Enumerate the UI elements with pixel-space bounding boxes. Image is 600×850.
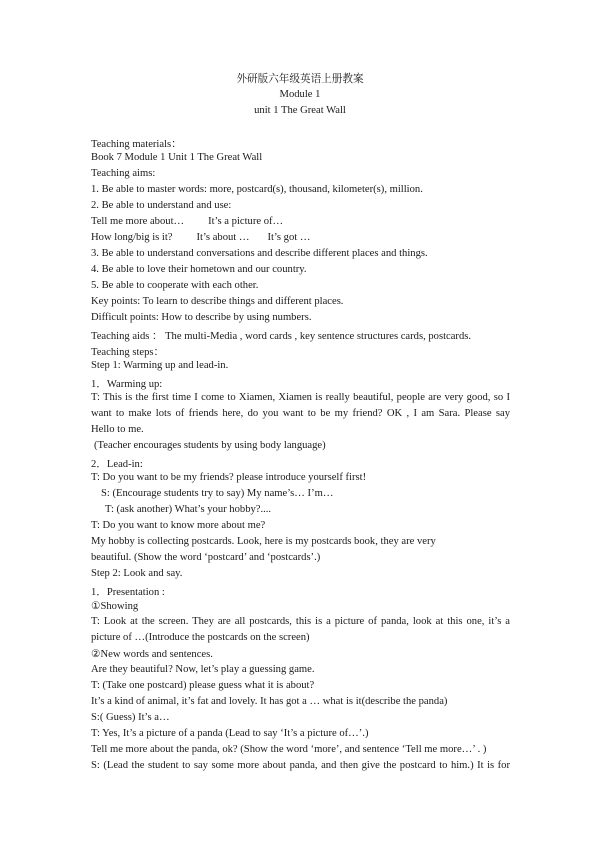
text-line: Step 2: Look and say. xyxy=(91,568,183,579)
sentence-pattern: How long/big is it? xyxy=(91,232,173,243)
text-line: want to make lots of friends here, do you want to be my friend? OK , I am Sara. Please say xyxy=(91,408,510,419)
text-line: 1. Be able to master words: more, postcard(s), thousand, kilometer(s), million. xyxy=(91,184,423,195)
sentence-pattern: It’s a picture of… xyxy=(208,216,284,227)
text-line: T: Look at the screen. They are all postcards, this is a picture of panda, look at this one, it’s a xyxy=(91,616,510,627)
text-line: T: (Take one postcard) please guess what it is about? xyxy=(91,680,315,691)
text-line: T: This is the first time I come to Xiamen, Xiamen is really beautiful, people are very good, so I xyxy=(91,392,510,403)
unit-heading: unit 1 The Great Wall xyxy=(254,105,346,116)
text-line: T: Yes, It’s a picture of a panda (Lead to say ‘It’s a picture of…’.) xyxy=(91,728,369,739)
text-line xyxy=(91,232,310,243)
text-line: beautiful. (Show the word ‘postcard’ and ‘postcards’.) xyxy=(91,552,321,563)
text-line: Hello to me. xyxy=(91,424,144,435)
text-line: S: (Lead the student to say some more about panda, and then give the postcard to him.) It is for xyxy=(91,760,510,771)
text-line: 4. Be able to love their hometown and our country. xyxy=(91,264,307,275)
sentence-pattern: It’s got … xyxy=(267,232,311,243)
text-line xyxy=(91,216,283,227)
text-line: 1．Warming up: xyxy=(91,379,163,390)
text-line: Teaching materials： xyxy=(91,139,182,150)
text-line: Book 7 Module 1 Unit 1 The Great Wall xyxy=(91,152,263,163)
document-title: 外研版六年级英语上册教案 xyxy=(236,74,364,85)
sentence-pattern: It’s about … xyxy=(196,232,250,243)
text-line: Tell me more about the panda, ok? (Show the word ‘more’, and sentence ‘Tell me more…’ . ) xyxy=(91,744,487,755)
text-line: 2. Be able to understand and use: xyxy=(91,200,232,211)
text-line: S:( Guess) It’s a… xyxy=(91,712,170,723)
sentence-pattern: Tell me more about… xyxy=(91,216,185,227)
text-line: My hobby is collecting postcards. Look, here is my postcards book, they are very xyxy=(91,536,436,547)
text-line: Key points: To learn to describe things and different places. xyxy=(91,296,344,307)
text-line: Step 1: Warming up and lead-in. xyxy=(91,360,229,371)
text-line: Teaching steps： xyxy=(91,347,165,358)
text-line: 5. Be able to cooperate with each other. xyxy=(91,280,259,291)
text-line: Are they beautiful? Now, let’s play a guessing game. xyxy=(91,664,315,675)
text-line: 3. Be able to understand conversations and describe different places and things. xyxy=(91,248,428,259)
module-heading: Module 1 xyxy=(279,89,321,100)
text-line: (Teacher encourages students by using body language) xyxy=(94,440,326,451)
text-line: S: (Encourage students try to say) My name’s… I’m… xyxy=(101,488,334,499)
text-line: It’s a kind of animal, it’s fat and lovely. It has got a … what is it(describe the panda) xyxy=(91,696,448,707)
text-line: T: (ask another) What’s your hobby?.... xyxy=(105,504,272,515)
text-line: Teaching aids ： The multi-Media , word cards , key sentence structures cards, postcards. xyxy=(91,331,472,342)
text-line: Difficult points: How to describe by using numbers. xyxy=(91,312,312,323)
text-line: ①Showing xyxy=(91,601,139,612)
text-line: Teaching aims: xyxy=(91,168,156,179)
text-line: T: Do you want to be my friends? please introduce yourself first! xyxy=(91,472,367,483)
text-line: 1．Presentation : xyxy=(91,587,165,598)
text-line: ②New words and sentences. xyxy=(91,649,213,660)
text-line: T: Do you want to know more about me? xyxy=(91,520,266,531)
text-line: picture of …(Introduce the postcards on the screen) xyxy=(91,632,310,643)
text-line: 2．Lead-in: xyxy=(91,459,143,470)
